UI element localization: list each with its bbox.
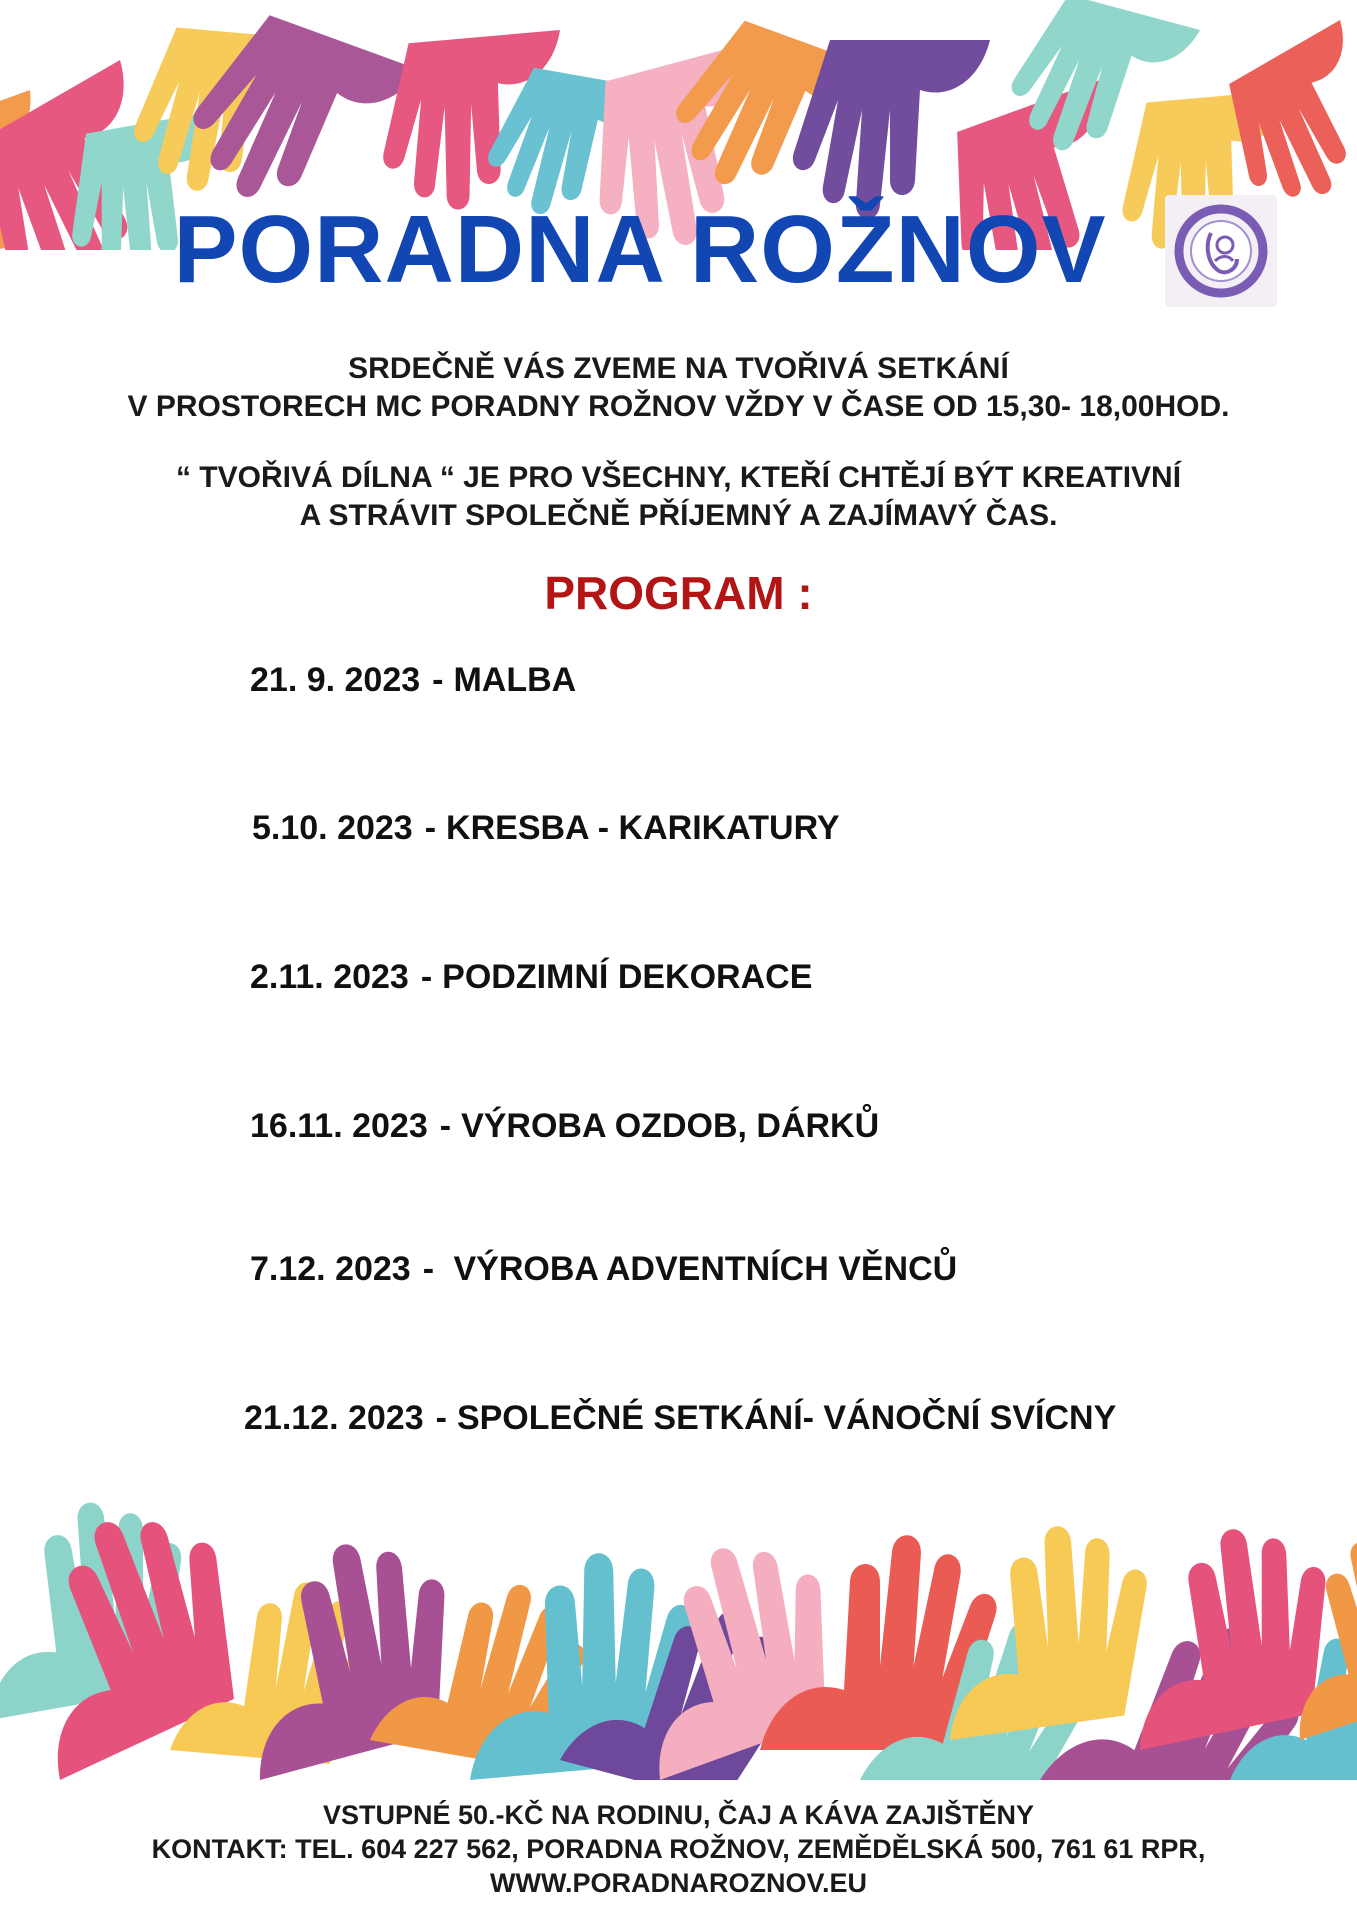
invitation-line-1: SRDEČNĚ VÁS ZVEME NA TVOŘIVÁ SETKÁNÍ xyxy=(348,352,1009,385)
mother-and-child-icon xyxy=(1165,195,1277,307)
program-item-title: KRESBA - KARIKATURY xyxy=(446,809,840,847)
workshop-line-2: A STRÁVIT SPOLEČNĚ PŘÍJEMNÝ A ZAJÍMAVÝ ČAS. xyxy=(299,499,1058,532)
program-item-separator: - xyxy=(424,809,437,847)
program-item-date: 7.12. 2023 xyxy=(250,1250,411,1288)
program-item-title: PODZIMNÍ DEKORACE xyxy=(442,958,813,996)
program-item-separator: - xyxy=(432,661,444,699)
hands-bottom-decoration xyxy=(0,1420,1357,1780)
footer-contact: KONTAKT: TEL. 604 227 562, PORADNA ROŽNOV, ZEMĚDĚLSKÁ 500, 761 61 RPR, xyxy=(151,1834,1206,1864)
program-item-date: 16.11. 2023 xyxy=(250,1107,428,1145)
footer-entry-fee: VSTUPNÉ 50.-KČ NA RODINU, ČAJ A KÁVA ZAJIŠTĚNY xyxy=(322,1800,1035,1830)
invitation-line-2: V PROSTORECH MC PORADNY ROŽNOV VŽDY V ČASE OD 15,30- 18,00HOD. xyxy=(127,390,1230,423)
program-item-date: 21. 9. 2023 xyxy=(250,661,421,699)
program-item xyxy=(250,660,576,700)
program-item xyxy=(252,808,840,848)
logo-emblem-icon xyxy=(1165,195,1277,307)
page-title: PORADNA ROŽNOV xyxy=(173,196,1107,303)
footer-website-link[interactable]: WWW.PORADNAROZNOV.EU xyxy=(490,1868,867,1898)
workshop-line-1: “ TVOŘIVÁ DÍLNA “ JE PRO VŠECHNY, KTEŘÍ CHTĚJÍ BÝT KREATIVNÍ xyxy=(175,461,1182,494)
program-item xyxy=(250,1249,957,1289)
program-item-date: 5.10. 2023 xyxy=(252,809,413,847)
program-item-separator: - xyxy=(435,1399,447,1437)
program-item-title: VÝROBA OZDOB, DÁRKŮ xyxy=(461,1107,880,1145)
program-item-title: MALBA xyxy=(453,661,577,699)
program-item-date: 21.12. 2023 xyxy=(244,1399,424,1437)
workshop-description xyxy=(0,459,1357,535)
program-item xyxy=(250,1106,879,1146)
footer xyxy=(0,1798,1357,1900)
program-item-separator: - xyxy=(439,1107,452,1145)
colorful-hands-bottom-icon xyxy=(0,1420,1357,1780)
program-item-separator: - xyxy=(422,1250,435,1288)
program-item-date: 2.11. 2023 xyxy=(250,958,409,996)
program-heading: PROGRAM : xyxy=(544,567,813,619)
program-item-separator: - xyxy=(420,958,433,996)
invitation-text xyxy=(0,350,1357,426)
program-item xyxy=(250,957,812,997)
program-item-title: SPOLEČNÉ SETKÁNÍ- VÁNOČNÍ SVÍCNY xyxy=(456,1399,1117,1437)
program-item-title: VÝROBA ADVENTNÍCH VĚNCŮ xyxy=(444,1250,958,1288)
